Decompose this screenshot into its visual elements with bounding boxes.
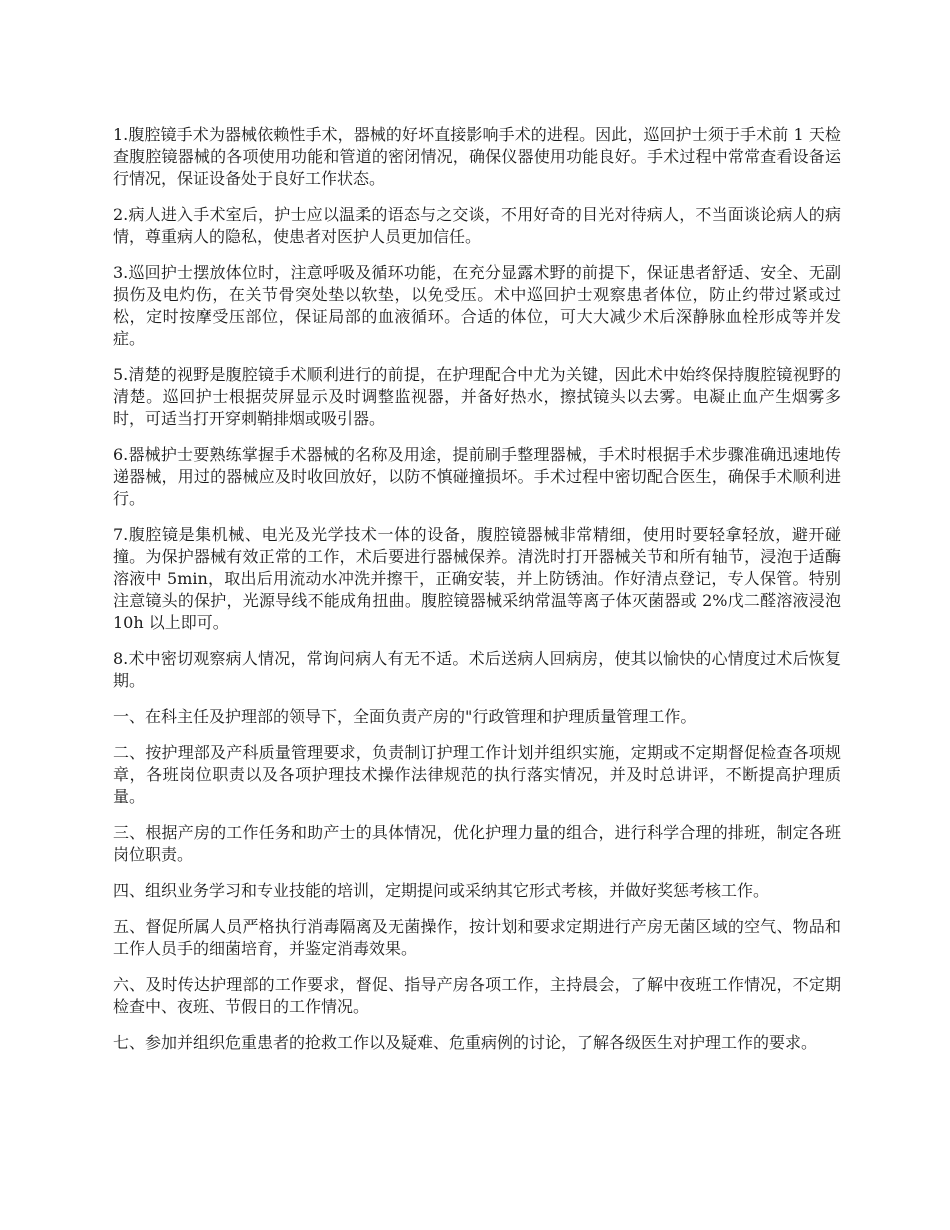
document-page: [113, 124, 841, 1068]
paragraph-3: 3.巡回护士摆放体位时，注意呼吸及循环功能，在充分显露术野的前提下，保证患者舒适、安全、无副损伤及电灼伤，在关节骨突处垫以软垫，以免受压。术中巡回护士观察患者体位，防止约带过紧或过松，定时按摩受压部位，保证局部的血液循环。合适的体位，可大大减少术后深静脉血栓形成等并发症。: [113, 263, 841, 348]
paragraph-7: 7.腹腔镜是集机械、电光及光学技术一体的设备，腹腔镜器械非常精细，使用时要轻拿轻放，避开碰撞。为保护器械有效正常的工作，术后要进行器械保养。清洗时打开器械关节和所有轴节，浸泡于适酶溶液中 5min，取出后用流动水冲洗并擦干，正确安装，并上防锈油。作好清点登记，专人保管。特别注意镜头的保护，光源导线不能成角扭曲。腹腔镜器械采纳常温等离子体灭菌器或 2%戊二醛溶液浸泡 10h 以上即可。: [113, 525, 841, 632]
duty-item-4: 四、组织业务学习和专业技能的培训，定期提问或采纳其它形式考核，并做好奖惩考核工作。: [113, 881, 770, 900]
duty-item-5: 五、督促所属人员严格执行消毒隔离及无菌操作，按计划和要求定期进行产房无菌区域的空气、物品和工作人员手的细菌培育，并鉴定消毒效果。: [113, 917, 841, 958]
duty-item-1: 一、在科主任及护理部的领导下，全面负责产房的"行政管理和护理质量管理工作。: [113, 707, 697, 726]
duty-item-6: 六、及时传达护理部的工作要求，督促、指导产房各项工作，主持晨会，了解中夜班工作情况，不定期检查中、夜班、节假日的工作情况。: [113, 975, 841, 1016]
paragraph-6: 6.器械护士要熟练掌握手术器械的名称及用途，提前刷手整理器械，手术时根据手术步骤准确迅速地传递器械，用过的器械应及时收回放好，以防不慎碰撞损坏。手术过程中密切配合医生，确保手术顺利进行。: [113, 445, 841, 508]
paragraph-5: 5.清楚的视野是腹腔镜手术顺利进行的前提，在护理配合中尤为关键，因此术中始终保持腹腔镜视野的清楚。巡回护士根据荧屏显示及时调整监视器，并备好热水，擦拭镜头以去雾。电凝止血产生烟雾多时，可适当打开穿刺鞘排烟或吸引器。: [113, 365, 841, 428]
paragraph-8: 8.术中密切观察病人情况，常询问病人有无不适。术后送病人回病房，使其以愉快的心情度过术后恢复期。: [113, 649, 841, 690]
duty-item-2: 二、按护理部及产科质量管理要求，负责制订护理工作计划并组织实施，定期或不定期督促检查各项规章，各班岗位职责以及各项护理技术操作法律规范的执行落实情况，并及时总讲评，不断提高护理质量。: [113, 743, 841, 806]
duty-item-3: 三、根据产房的工作任务和助产士的具体情况，优化护理力量的组合，进行科学合理的排班，制定各班岗位职责。: [113, 823, 841, 864]
paragraph-1: 1.腹腔镜手术为器械依赖性手术，器械的好坏直接影响手术的进程。因此，巡回护士须于手术前 1 天检查腹腔镜器械的各项使用功能和管道的密闭情况，确保仪器使用功能良好。手术过程中常常查看设备运行情况，保证设备处于良好工作状态。: [113, 125, 841, 188]
paragraph-2: 2.病人进入手术室后，护士应以温柔的语态与之交谈，不用好奇的目光对待病人，不当面谈论病人的病情，尊重病人的隐私，使患者对医护人员更加信任。: [113, 205, 841, 246]
duty-item-7: 七、参加并组织危重患者的抢救工作以及疑难、危重病例的讨论，了解各级医生对护理工作的要求。: [113, 1033, 818, 1052]
